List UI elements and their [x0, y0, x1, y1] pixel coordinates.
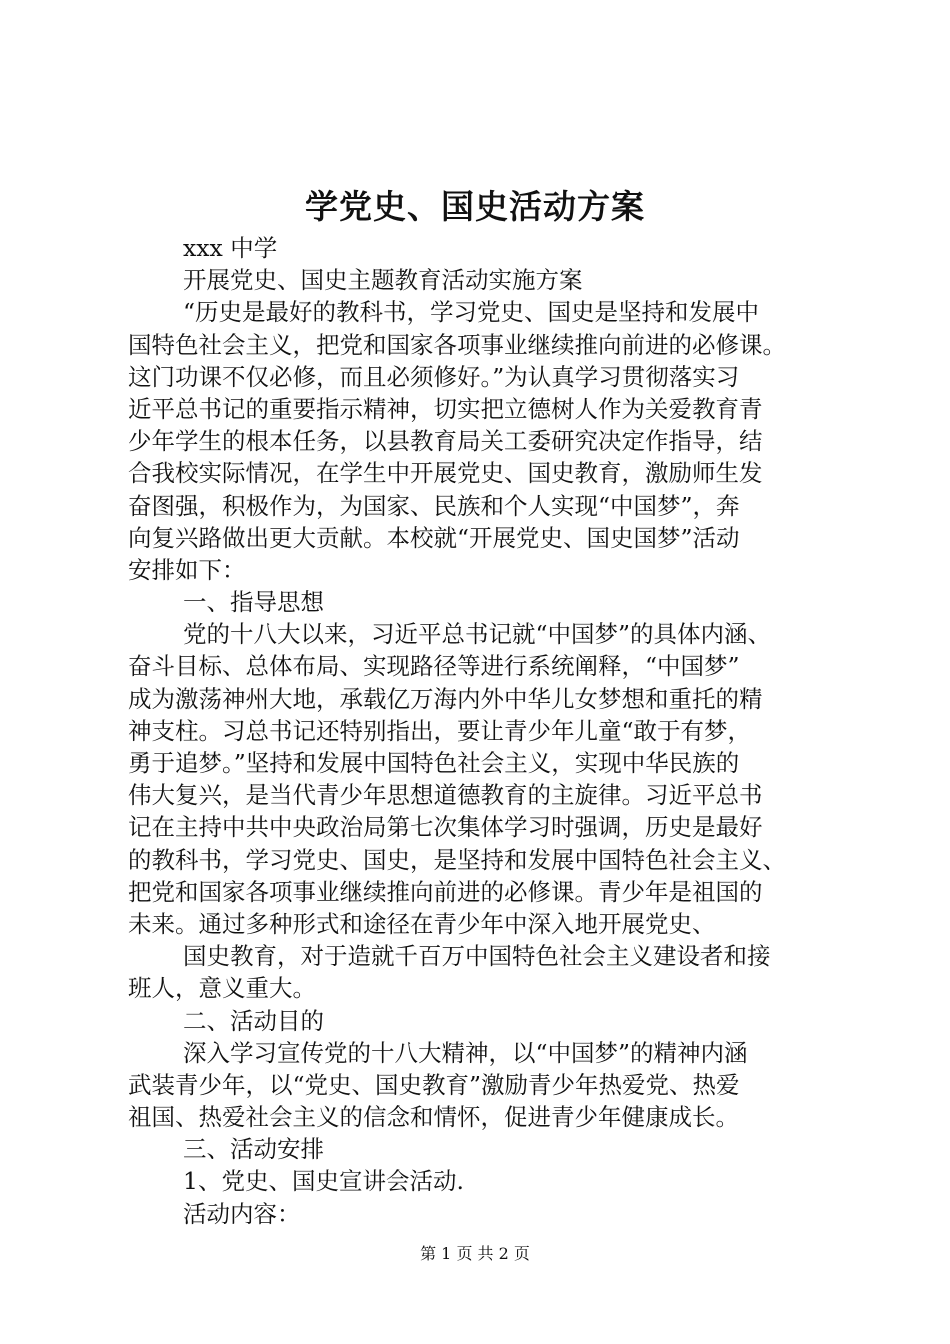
page-footer: 第 1 页 共 2 页 [420, 1244, 530, 1263]
body-line: “历史是最好的教科书，学习党史、国史是坚持和发展中 [183, 298, 760, 327]
body-line: 记在主持中共中央政治局第七次集体学习时强调，历史是最好 [128, 813, 763, 842]
body-line: 这门功课不仅必修，而且必须修好。”为认真学习贯彻落实习 [128, 362, 740, 391]
body-line: 勇于追梦。”坚持和发展中国特色社会主义，实现中华民族的 [128, 749, 740, 777]
body-line: 深入学习宣传党的十八大精神，以“中国梦”的精神内涵 [183, 1038, 748, 1067]
section-heading: 三、活动安排 [183, 1135, 324, 1164]
body-line: 的教科书，学习党史、国史，是坚持和发展中国特色社会主义、 [128, 845, 786, 874]
document-title: 学党史、国史活动方案 [305, 187, 645, 226]
body-line: 向复兴路做出更大贡献。本校就“开展党史、国史国梦”活动 [128, 523, 740, 552]
body-line: 奋图强，积极作为，为国家、民族和个人实现“中国梦”，奔 [128, 491, 740, 520]
body-line: 国特色社会主义，把党和国家各项事业继续推向前进的必修课。 [128, 330, 786, 359]
body-line: 成为激荡神州大地，承载亿万海内外中华儿女梦想和重托的精 [128, 684, 763, 713]
body-line: 伟大复兴，是当代青少年思想道德教育的主旋律。习近平总书 [128, 781, 763, 810]
body-line: 合我校实际情况，在学生中开展党史、国史教育，激励师生发 [128, 459, 763, 488]
sub-heading: 1、党史、国史宣讲会活动. [183, 1167, 464, 1196]
body-line: 班人，意义重大。 [128, 974, 316, 1003]
body-line: 神支柱。习总书记还特别指出，要让青少年儿童“敢于有梦， [128, 716, 752, 745]
body-line: 武装青少年，以“党史、国史教育”激励青少年热爱党、热爱 [128, 1070, 740, 1099]
section-heading: 二、活动目的 [183, 1006, 324, 1035]
body-line: 开展党史、国史主题教育活动实施方案 [183, 266, 583, 295]
body-line: 活动内容： [183, 1199, 301, 1228]
body-line: 少年学生的根本任务，以县教育局关工委研究决定作指导，结 [128, 427, 763, 456]
body-line: 把党和国家各项事业继续推向前进的必修课。青少年是祖国的 [128, 877, 763, 906]
body-line: 党的十八大以来，习近平总书记就“中国梦”的具体内涵、 [183, 620, 772, 649]
body-line: 安排如下： [128, 555, 246, 584]
body-line: 国史教育，对于造就千百万中国特色社会主义建设者和接 [183, 942, 771, 971]
body-line: 奋斗目标、总体布局、实现路径等进行系统阐释，“中国梦” [128, 652, 740, 681]
body-line: xxx 中学 [183, 234, 278, 262]
body-line: 近平总书记的重要指示精神，切实把立德树人作为关爱教育青 [128, 394, 763, 423]
body-line: 未来。通过多种形式和途径在青少年中深入地开展党史、 [128, 909, 716, 938]
body-line: 祖国、热爱社会主义的信念和情怀，促进青少年健康成长。 [128, 1103, 739, 1132]
document-body [128, 232, 838, 1230]
section-heading: 一、指导思想 [183, 588, 324, 617]
